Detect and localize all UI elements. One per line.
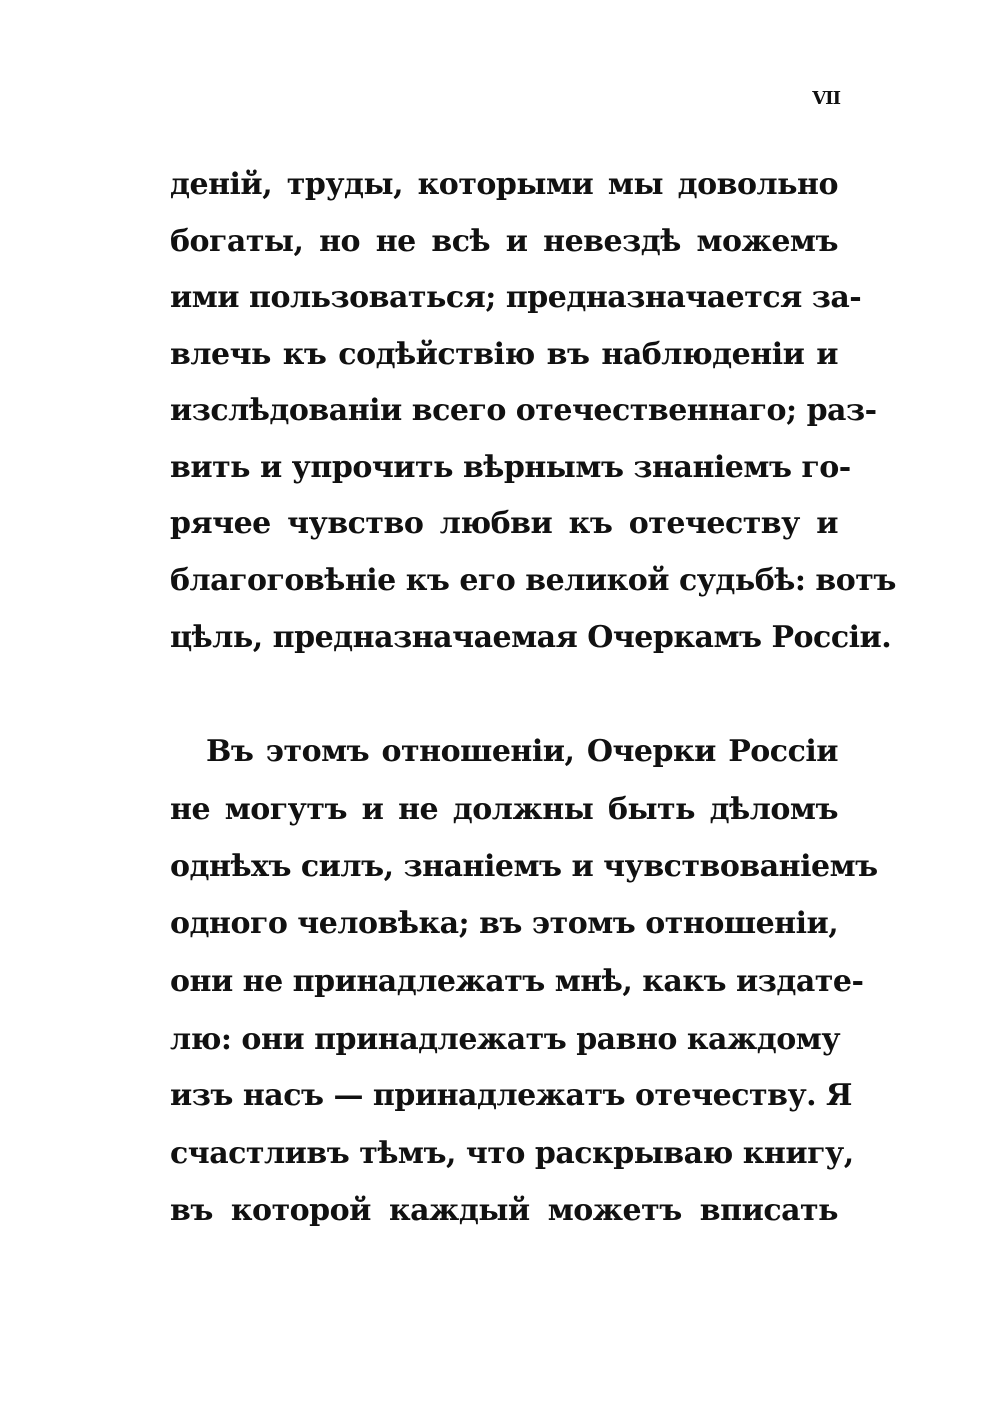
text-line: цѣль, предназначаемая Очеркамъ Россіи. <box>170 620 892 655</box>
text-line: деній, труды, которыми мы довольно <box>170 167 838 202</box>
text-line: не могутъ и не должны быть дѣломъ <box>170 792 838 827</box>
text-line: вить и упрочить вѣрнымъ знаніемъ го- <box>170 450 851 485</box>
text-line: счастливъ тѣмъ, что раскрываю книгу, <box>170 1136 854 1171</box>
text-line: въ которой каждый можетъ вписать <box>170 1193 838 1228</box>
text-line: изслѣдованіи всего отечественнаго; раз- <box>170 393 877 428</box>
text-line: рячее чувство любви къ отечеству и <box>170 506 838 541</box>
text-line: благоговѣніе къ его великой судьбѣ: вотъ <box>170 563 896 598</box>
text-line: лю: они принадлежатъ равно каждому <box>170 1022 841 1057</box>
text-line: влечь къ содѣйствію въ наблюденіи и <box>170 337 838 372</box>
text-line: богаты, но не всѣ и невездѣ можемъ <box>170 224 838 259</box>
text-line: они не принадлежатъ мнѣ, какъ издате- <box>170 964 864 999</box>
text-line: одного человѣка; въ этомъ отношеніи, <box>170 906 839 941</box>
text-line: однѣхъ силъ, знаніемъ и чувствованіемъ <box>170 849 878 884</box>
text-line: ими пользоваться; предназначается за- <box>170 280 862 315</box>
text-line: изъ насъ — принадлежатъ отечеству. Я <box>170 1078 852 1113</box>
page-number: VII <box>812 88 840 109</box>
text-line: Въ этомъ отношеніи, Очерки Россіи <box>206 734 838 769</box>
